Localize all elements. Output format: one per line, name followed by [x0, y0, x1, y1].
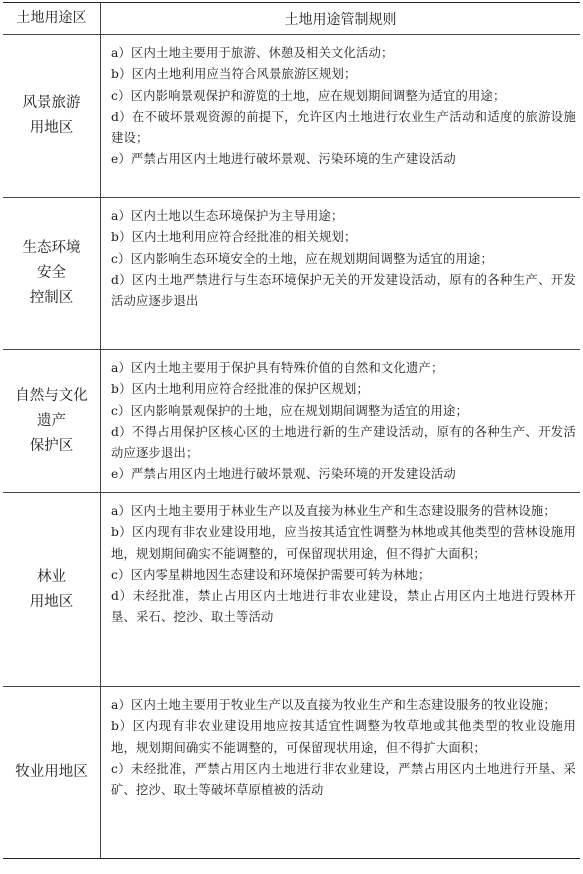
zone-cell: [3, 493, 101, 687]
zone-cell: [3, 35, 101, 198]
rule-item: c）区内零星耕地因生态建设和环境保护需要可转为林地；: [111, 567, 431, 582]
rule-item: b）区内现有非农业建设用地应按其适宜性调整为牧草地或其他类型的牧业设施用地，规划期间确实不能调整的，可保留现状用途，但不得扩大面积；: [111, 719, 576, 755]
rules-cell: [101, 198, 581, 350]
rule-item: a）区内土地主要用于林业生产以及直接为林业生产和生态建设服务的营林设施；: [111, 504, 556, 518]
zone-label: 用地区: [29, 120, 74, 136]
rule-item: e）严禁占用区内土地进行破坏景观、污染环境的生产建设活动: [111, 152, 456, 167]
rule-item: a）区内土地主要用于旅游、休憩及相关文化活动；: [111, 46, 394, 60]
rule-item: d）未经批准，禁止占用区内土地进行非农业建设，禁止占用区内土地进行毁林开垦、采石、挖沙、取土等活动: [111, 589, 576, 625]
zone-label: 保护区: [29, 437, 74, 454]
land-use-rules-table: [3, 2, 580, 859]
table-row: [3, 198, 580, 350]
rule-item: b）区内土地利用应符合经批准的保护区规划；: [111, 382, 370, 397]
rules-cell: [101, 350, 581, 493]
rule-item: b）区内土地利用应当符合风景旅游区规划；: [111, 67, 357, 82]
zone-label: 风景旅游: [22, 95, 81, 111]
rule-item: b）区内现有非农业建设用地，应当按其适宜性调整为林地或其他类型的营林设施用地，规划期间确实不能调整的，可保留现状用途，但不得扩大面积；: [111, 525, 576, 561]
rule-item: a）区内土地主要用于牧业生产以及直接为牧业生产和生态建设服务的牧业设施；: [111, 698, 556, 712]
rules-cell: [101, 35, 581, 198]
rule-item: a）区内土地以生态环境保护为主导用途；: [111, 209, 344, 223]
header-control-rules: 土地用途管制规则: [101, 3, 581, 35]
zone-label: 遗产: [37, 412, 66, 429]
rule-item: c）区内影响景观保护的土地，应在规划期间调整为适宜的用途；: [111, 403, 469, 418]
header-row: [3, 3, 580, 35]
zone-label: 用地区: [29, 593, 74, 610]
rules-cell: [101, 687, 581, 859]
zone-label: 生态环境: [22, 240, 81, 256]
zone-cell: [3, 687, 101, 859]
rule-item: d）区内土地严禁进行与生态环境保护无关的开发建设活动，原有的各种生产、开发活动应逐步退出: [111, 272, 576, 309]
zone-label: 安全: [37, 265, 66, 281]
rule-item: c）区内影响景观保护和游览的土地，应在规划期间调整为适宜的用途；: [111, 88, 506, 103]
zone-label: 牧业用地区: [15, 764, 88, 780]
header-land-use-zone: 土地用途区: [3, 3, 101, 35]
table-row: [3, 35, 580, 198]
rule-item: c）区内影响生态环境安全的土地，应在规划期间调整为适宜的用途；: [111, 251, 493, 266]
rule-item: b）区内土地利用应符合经批准的相关规划；: [111, 230, 357, 245]
table-row: [3, 350, 580, 493]
zone-cell: [3, 350, 101, 493]
table-row: [3, 493, 580, 687]
rule-item: a）区内土地主要用于保护具有特殊价值的自然和文化遗产；: [111, 361, 444, 375]
zone-label: 控制区: [29, 290, 74, 306]
rule-item: c）未经批准，严禁占用区内土地进行非农业建设，严禁占用区内土地进行开垦、采矿、挖沙、取土等破坏草原植被的活动: [111, 761, 576, 798]
rule-item: d）不得占用保护区核心区的土地进行新的生产建设活动，原有的各种生产、开发活动应逐步退出；: [111, 424, 576, 461]
rule-item: d）在不破坏景观资源的前提下，允许区内土地进行农业生产活动和适度的旅游设施建设；: [111, 109, 576, 146]
rules-cell: [101, 493, 581, 687]
zone-cell: [3, 198, 101, 350]
table-header: [3, 3, 580, 35]
rule-item: e）严禁占用区内土地进行破坏景观、污染环境的开发建设活动: [111, 467, 456, 482]
zone-label: 林业: [37, 568, 66, 585]
zone-label: 自然与文化: [15, 387, 88, 404]
table-row: [3, 687, 580, 859]
